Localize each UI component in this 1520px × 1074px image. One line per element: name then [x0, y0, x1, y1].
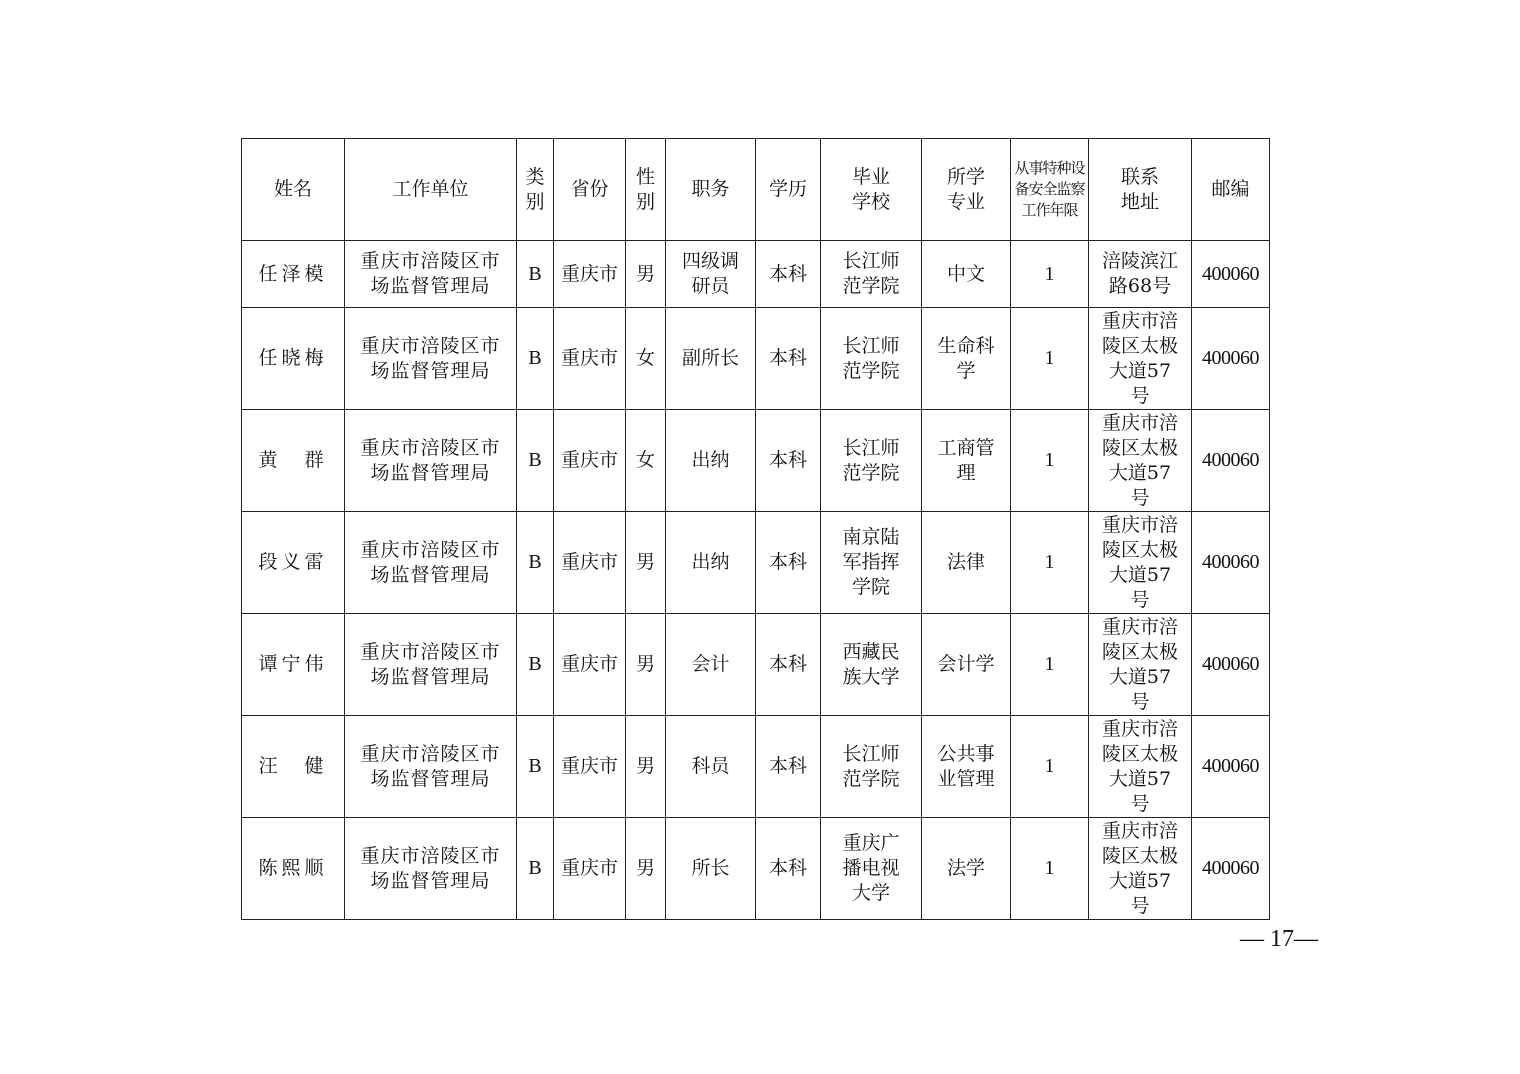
cell-province: 重庆市 [554, 716, 626, 818]
cell-major: 会计学 [922, 614, 1011, 716]
cell-years: 1 [1011, 410, 1089, 512]
table-body [242, 241, 1270, 920]
header-province: 省份 [554, 139, 626, 241]
cell-years: 1 [1011, 818, 1089, 920]
cell-address: 重庆市涪陵区太极大道57号 [1089, 716, 1192, 818]
cell-major: 中文 [922, 241, 1011, 308]
header-position: 职务 [666, 139, 756, 241]
cell-unit: 重庆市涪陵区市场监督管理局 [345, 818, 517, 920]
cell-school: 南京陆军指挥学院 [821, 512, 922, 614]
header-major: 所学专业 [922, 139, 1011, 241]
table-row [242, 410, 1270, 512]
header-school: 毕业学校 [821, 139, 922, 241]
cell-province: 重庆市 [554, 512, 626, 614]
cell-gender: 女 [626, 308, 666, 410]
header-address: 联系地址 [1089, 139, 1192, 241]
cell-zip: 400060 [1192, 410, 1270, 512]
cell-address: 重庆市涪陵区太极大道57号 [1089, 512, 1192, 614]
cell-name: 任泽模 [242, 241, 345, 308]
cell-position: 所长 [666, 818, 756, 920]
cell-name: 段义雷 [242, 512, 345, 614]
table-row [242, 716, 1270, 818]
table-row [242, 241, 1270, 308]
cell-unit: 重庆市涪陵区市场监督管理局 [345, 410, 517, 512]
cell-address: 涪陵滨江路68号 [1089, 241, 1192, 308]
cell-major: 法学 [922, 818, 1011, 920]
cell-category: B [517, 818, 554, 920]
table-row [242, 614, 1270, 716]
cell-zip: 400060 [1192, 512, 1270, 614]
cell-position: 出纳 [666, 512, 756, 614]
cell-education: 本科 [756, 241, 821, 308]
cell-unit: 重庆市涪陵区市场监督管理局 [345, 716, 517, 818]
cell-gender: 男 [626, 512, 666, 614]
cell-school: 西藏民族大学 [821, 614, 922, 716]
cell-zip: 400060 [1192, 614, 1270, 716]
cell-school: 长江师范学院 [821, 716, 922, 818]
cell-school: 长江师范学院 [821, 241, 922, 308]
cell-address: 重庆市涪陵区太极大道57号 [1089, 614, 1192, 716]
cell-years: 1 [1011, 308, 1089, 410]
cell-zip: 400060 [1192, 308, 1270, 410]
table-row [242, 512, 1270, 614]
cell-unit: 重庆市涪陵区市场监督管理局 [345, 512, 517, 614]
cell-education: 本科 [756, 308, 821, 410]
cell-gender: 男 [626, 241, 666, 308]
cell-school: 重庆广播电视大学 [821, 818, 922, 920]
cell-unit: 重庆市涪陵区市场监督管理局 [345, 614, 517, 716]
cell-years: 1 [1011, 241, 1089, 308]
cell-category: B [517, 716, 554, 818]
cell-address: 重庆市涪陵区太极大道57号 [1089, 308, 1192, 410]
cell-name: 任晓梅 [242, 308, 345, 410]
cell-name: 黄 群 [242, 410, 345, 512]
cell-zip: 400060 [1192, 716, 1270, 818]
cell-gender: 男 [626, 614, 666, 716]
cell-major: 生命科学 [922, 308, 1011, 410]
cell-unit: 重庆市涪陵区市场监督管理局 [345, 241, 517, 308]
cell-gender: 男 [626, 818, 666, 920]
cell-name: 谭宁伟 [242, 614, 345, 716]
header-category: 类别 [517, 139, 554, 241]
cell-category: B [517, 241, 554, 308]
cell-position: 出纳 [666, 410, 756, 512]
cell-category: B [517, 308, 554, 410]
table-header-row [242, 139, 1270, 241]
header-education: 学历 [756, 139, 821, 241]
cell-position: 科员 [666, 716, 756, 818]
cell-education: 本科 [756, 512, 821, 614]
cell-name: 汪 健 [242, 716, 345, 818]
cell-major: 工商管理 [922, 410, 1011, 512]
table-row [242, 818, 1270, 920]
cell-major: 法律 [922, 512, 1011, 614]
cell-category: B [517, 512, 554, 614]
cell-category: B [517, 410, 554, 512]
cell-education: 本科 [756, 716, 821, 818]
cell-province: 重庆市 [554, 614, 626, 716]
cell-position: 会计 [666, 614, 756, 716]
personnel-table [241, 138, 1270, 920]
header-unit: 工作单位 [345, 139, 517, 241]
cell-school: 长江师范学院 [821, 308, 922, 410]
cell-gender: 女 [626, 410, 666, 512]
cell-province: 重庆市 [554, 410, 626, 512]
header-gender: 性别 [626, 139, 666, 241]
cell-position: 副所长 [666, 308, 756, 410]
cell-education: 本科 [756, 410, 821, 512]
header-years: 从事特种设备安全监察工作年限 [1011, 139, 1089, 241]
cell-education: 本科 [756, 818, 821, 920]
page-number: — 17— [1240, 926, 1318, 952]
cell-position: 四级调研员 [666, 241, 756, 308]
cell-address: 重庆市涪陵区太极大道57号 [1089, 818, 1192, 920]
cell-zip: 400060 [1192, 818, 1270, 920]
cell-gender: 男 [626, 716, 666, 818]
cell-years: 1 [1011, 512, 1089, 614]
cell-major: 公共事业管理 [922, 716, 1011, 818]
header-zip: 邮编 [1192, 139, 1270, 241]
cell-address: 重庆市涪陵区太极大道57号 [1089, 410, 1192, 512]
cell-years: 1 [1011, 614, 1089, 716]
cell-unit: 重庆市涪陵区市场监督管理局 [345, 308, 517, 410]
cell-province: 重庆市 [554, 818, 626, 920]
cell-name: 陈熙顺 [242, 818, 345, 920]
cell-category: B [517, 614, 554, 716]
cell-education: 本科 [756, 614, 821, 716]
cell-province: 重庆市 [554, 308, 626, 410]
cell-school: 长江师范学院 [821, 410, 922, 512]
cell-zip: 400060 [1192, 241, 1270, 308]
header-name: 姓名 [242, 139, 345, 241]
cell-years: 1 [1011, 716, 1089, 818]
table-row [242, 308, 1270, 410]
cell-province: 重庆市 [554, 241, 626, 308]
